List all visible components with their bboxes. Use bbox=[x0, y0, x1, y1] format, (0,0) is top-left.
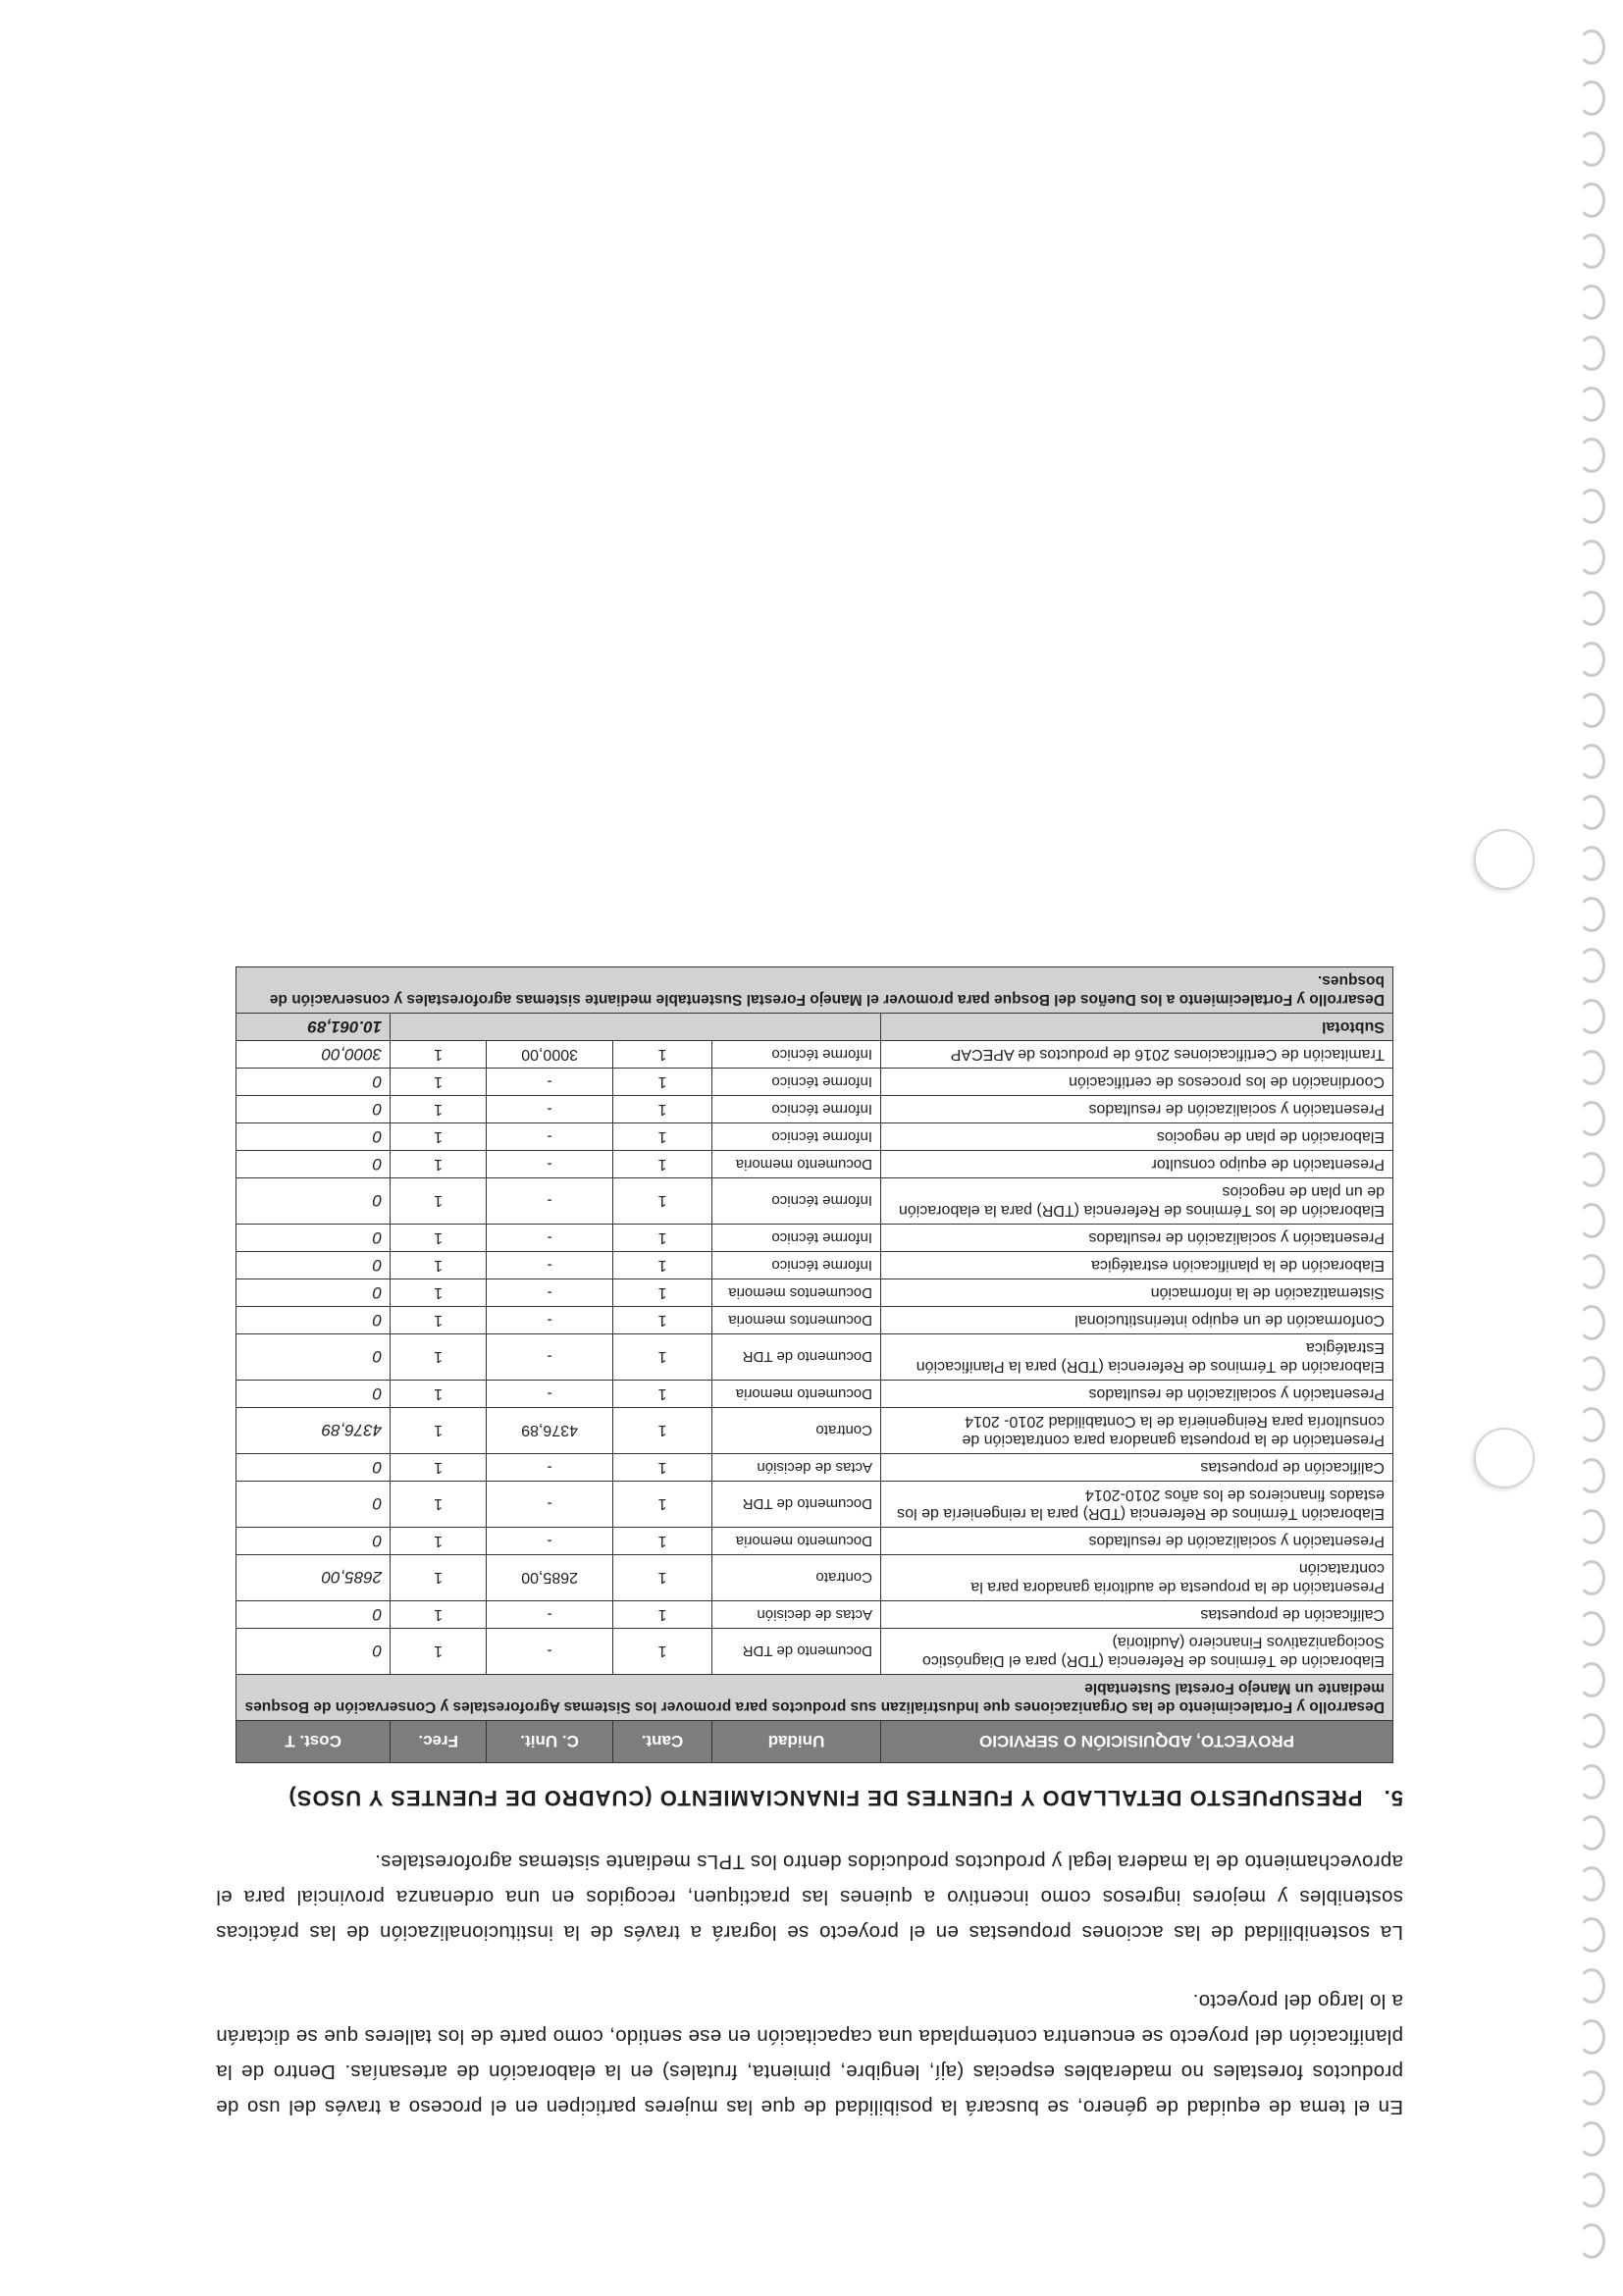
table-row bbox=[236, 1151, 1393, 1178]
binding-hole bbox=[1578, 1968, 1605, 2004]
cell-frequency: 1 bbox=[391, 1629, 487, 1675]
cell-frequency: 1 bbox=[391, 1252, 487, 1279]
cell-unit-cost: 3000,00 bbox=[487, 1041, 613, 1069]
binding-hole bbox=[1578, 489, 1605, 524]
binding-hole bbox=[1578, 1713, 1605, 1748]
table-row bbox=[236, 1454, 1393, 1482]
binding-hole bbox=[1578, 744, 1605, 779]
binding-hole bbox=[1578, 1203, 1605, 1238]
cell-quantity: 1 bbox=[613, 1601, 712, 1629]
cell-total-cost: 0 bbox=[236, 1629, 391, 1675]
header-frequency: Frec. bbox=[391, 1721, 487, 1763]
cell-quantity: 1 bbox=[613, 1555, 712, 1601]
cell-frequency: 1 bbox=[391, 1555, 487, 1601]
punch-hole-top bbox=[1474, 829, 1535, 890]
binding-hole bbox=[1578, 183, 1605, 218]
binding-hole bbox=[1578, 1866, 1605, 1902]
cell-total-cost: 0 bbox=[236, 1482, 391, 1528]
cell-unit-cost: - bbox=[487, 1629, 613, 1675]
binding-hole bbox=[1578, 131, 1605, 167]
cell-quantity: 1 bbox=[613, 1151, 712, 1178]
table-row bbox=[236, 1225, 1393, 1252]
table-row bbox=[236, 1408, 1393, 1454]
binding-hole bbox=[1578, 846, 1605, 881]
section-title: PRESUPUESTO DETALLADO Y FUENTES DE FINANCIAMIENTO (CUADRO DE FUENTES Y USOS) bbox=[288, 1786, 1363, 1810]
cell-quantity: 1 bbox=[613, 1334, 712, 1381]
cell-unit-cost: - bbox=[487, 1482, 613, 1528]
header-unit: Unidad bbox=[712, 1721, 881, 1763]
cell-frequency: 1 bbox=[391, 1307, 487, 1334]
table-row bbox=[236, 1069, 1393, 1096]
cell-description: Presentación y socialización de resultados bbox=[881, 1528, 1393, 1555]
cell-quantity: 1 bbox=[613, 1454, 712, 1482]
table-row bbox=[236, 1178, 1393, 1225]
cell-unit: Informe técnico bbox=[712, 1225, 881, 1252]
cell-frequency: 1 bbox=[391, 1601, 487, 1629]
group-row bbox=[236, 1675, 1393, 1721]
spiral-binding bbox=[1570, 29, 1609, 2286]
cell-description: Presentación de la propuesta de auditoria ganadora para la contratación bbox=[881, 1555, 1393, 1601]
binding-hole bbox=[1578, 1050, 1605, 1085]
cell-unit: Contrato bbox=[712, 1555, 881, 1601]
cell-unit: Documentos memoria bbox=[712, 1279, 881, 1307]
header-total-cost: Cost. T bbox=[236, 1721, 391, 1763]
binding-hole bbox=[1578, 1560, 1605, 1595]
cell-unit: Documento memoria bbox=[712, 1528, 881, 1555]
cell-description: Calificación de propuestas bbox=[881, 1601, 1393, 1629]
header-unit-cost: C. Unit. bbox=[487, 1721, 613, 1763]
cell-frequency: 1 bbox=[391, 1454, 487, 1482]
subtotal-row bbox=[236, 1014, 1393, 1041]
group-title: Desarrollo y Fortalecimiento de las Organizaciones que Industrializan sus productos para promover los Sistemas Agroforestales y Conservación de Bosques mediante un Manejo Forestal Sustentable bbox=[236, 1675, 1393, 1721]
subtotal-value: 10.061,89 bbox=[236, 1014, 391, 1041]
cell-total-cost: 0 bbox=[236, 1381, 391, 1408]
binding-hole bbox=[1578, 336, 1605, 371]
cell-unit: Documento de TDR bbox=[712, 1629, 881, 1675]
binding-hole bbox=[1578, 1254, 1605, 1289]
table-row bbox=[236, 1629, 1393, 1675]
binding-hole bbox=[1578, 234, 1605, 269]
cell-total-cost: 0 bbox=[236, 1307, 391, 1334]
cell-unit: Informe técnico bbox=[712, 1041, 881, 1069]
cell-quantity: 1 bbox=[613, 1482, 712, 1528]
group-title: Desarrollo y Fortalecimiento a los Dueños del Bosque para promover el Manejo Forestal Sustentable mediante sistemas agroforestales y conservación de bosques. bbox=[236, 967, 1393, 1014]
cell-quantity: 1 bbox=[613, 1096, 712, 1123]
binding-hole bbox=[1578, 2172, 1605, 2208]
binding-hole bbox=[1578, 1305, 1605, 1340]
binding-hole bbox=[1578, 642, 1605, 677]
cell-unit-cost: - bbox=[487, 1334, 613, 1381]
table-row bbox=[236, 1381, 1393, 1408]
cell-total-cost: 0 bbox=[236, 1225, 391, 1252]
cell-description: Presentación y socialización de resultados bbox=[881, 1381, 1393, 1408]
cell-frequency: 1 bbox=[391, 1041, 487, 1069]
cell-total-cost: 0 bbox=[236, 1178, 391, 1225]
cell-frequency: 1 bbox=[391, 1381, 487, 1408]
cell-quantity: 1 bbox=[613, 1123, 712, 1151]
binding-hole bbox=[1578, 1509, 1605, 1544]
cell-unit-cost: - bbox=[487, 1151, 613, 1178]
cell-total-cost: 2685,00 bbox=[236, 1555, 391, 1601]
cell-unit: Documento memoria bbox=[712, 1381, 881, 1408]
header-qty: Cant. bbox=[613, 1721, 712, 1763]
binding-hole bbox=[1578, 2121, 1605, 2157]
cell-unit-cost: - bbox=[487, 1225, 613, 1252]
table-header-row bbox=[236, 1721, 1393, 1763]
cell-unit-cost: - bbox=[487, 1123, 613, 1151]
cell-description: Coordinación de los procesos de certificación bbox=[881, 1069, 1393, 1096]
cell-unit: Documento memoria bbox=[712, 1151, 881, 1178]
cell-unit: Informe técnico bbox=[712, 1096, 881, 1123]
cell-quantity: 1 bbox=[613, 1528, 712, 1555]
cell-description: Calificación de propuestas bbox=[881, 1454, 1393, 1482]
binding-hole bbox=[1578, 1407, 1605, 1442]
cell-unit-cost: - bbox=[487, 1178, 613, 1225]
binding-hole bbox=[1578, 1356, 1605, 1391]
cell-total-cost: 0 bbox=[236, 1601, 391, 1629]
binding-hole bbox=[1578, 1917, 1605, 1953]
cell-description: Elaboración de la planificación estratégica bbox=[881, 1252, 1393, 1279]
cell-unit: Documento de TDR bbox=[712, 1482, 881, 1528]
table-row bbox=[236, 1252, 1393, 1279]
cell-total-cost: 0 bbox=[236, 1279, 391, 1307]
cell-frequency: 1 bbox=[391, 1096, 487, 1123]
cell-unit: Informe técnico bbox=[712, 1123, 881, 1151]
document-page bbox=[216, 368, 1403, 2124]
table-row bbox=[236, 1334, 1393, 1381]
cell-total-cost: 0 bbox=[236, 1454, 391, 1482]
cell-quantity: 1 bbox=[613, 1225, 712, 1252]
cell-frequency: 1 bbox=[391, 1334, 487, 1381]
binding-hole bbox=[1578, 795, 1605, 830]
cell-quantity: 1 bbox=[613, 1307, 712, 1334]
cell-frequency: 1 bbox=[391, 1408, 487, 1454]
cell-frequency: 1 bbox=[391, 1482, 487, 1528]
section-heading bbox=[216, 1785, 1403, 1810]
cell-total-cost: 0 bbox=[236, 1069, 391, 1096]
cell-description: Presentación y socialización de resultados bbox=[881, 1225, 1393, 1252]
cell-frequency: 1 bbox=[391, 1151, 487, 1178]
cell-frequency: 1 bbox=[391, 1279, 487, 1307]
table-row bbox=[236, 1307, 1393, 1334]
section-number: 5. bbox=[1383, 1786, 1403, 1810]
binding-hole bbox=[1578, 1101, 1605, 1136]
group-row bbox=[236, 967, 1393, 1014]
cell-total-cost: 0 bbox=[236, 1252, 391, 1279]
cell-unit: Documentos memoria bbox=[712, 1307, 881, 1334]
cell-description: Elaboración de Términos de Referencia (TDR) para la Planificación Estratégica bbox=[881, 1334, 1393, 1381]
cell-quantity: 1 bbox=[613, 1279, 712, 1307]
cell-frequency: 1 bbox=[391, 1123, 487, 1151]
cell-unit: Informe técnico bbox=[712, 1069, 881, 1096]
cell-description: Presentación y socialización de resultados bbox=[881, 1096, 1393, 1123]
binding-hole bbox=[1578, 2019, 1605, 2055]
cell-unit: Documento de TDR bbox=[712, 1334, 881, 1381]
paragraph-gender-equity: En el tema de equidad de género, se buscará la posibilidad de que las mujeres participen en el proceso a través del uso de productos forestales no maderables especias (ají, lengibre, pimienta, frutales) en la elaboración de artesanías. Dentro de la planificación del proyecto se encuentra contemplada una capacitación en ese sentido, como parte de los talleres que se dictarán a lo largo del proyecto. bbox=[216, 1990, 1403, 2118]
cell-frequency: 1 bbox=[391, 1225, 487, 1252]
binding-hole bbox=[1578, 1611, 1605, 1646]
cell-unit-cost: 2685,00 bbox=[487, 1555, 613, 1601]
cell-unit-cost: - bbox=[487, 1601, 613, 1629]
binding-hole bbox=[1578, 693, 1605, 728]
table-row bbox=[236, 1555, 1393, 1601]
binding-hole bbox=[1578, 999, 1605, 1034]
binding-hole bbox=[1578, 948, 1605, 983]
subtotal-label: Subtotal bbox=[881, 1014, 1393, 1041]
cell-quantity: 1 bbox=[613, 1069, 712, 1096]
binding-hole bbox=[1578, 591, 1605, 626]
cell-unit: Actas de decisión bbox=[712, 1601, 881, 1629]
binding-hole bbox=[1578, 1764, 1605, 1800]
cell-unit-cost: - bbox=[487, 1279, 613, 1307]
cell-quantity: 1 bbox=[613, 1252, 712, 1279]
header-project: PROYECTO, ADQUISICIÓN O SERVICIO bbox=[881, 1721, 1393, 1763]
cell-unit-cost: - bbox=[487, 1252, 613, 1279]
binding-hole bbox=[1578, 387, 1605, 422]
cell-total-cost: 4376,89 bbox=[236, 1408, 391, 1454]
cell-unit-cost: - bbox=[487, 1307, 613, 1334]
binding-hole bbox=[1578, 1815, 1605, 1851]
binding-hole bbox=[1578, 2070, 1605, 2106]
cell-quantity: 1 bbox=[613, 1629, 712, 1675]
cell-total-cost: 0 bbox=[236, 1334, 391, 1381]
table-row bbox=[236, 1601, 1393, 1629]
budget-table bbox=[236, 966, 1393, 1763]
cell-unit: Informe técnico bbox=[712, 1178, 881, 1225]
table-row bbox=[236, 1482, 1393, 1528]
subtotal-spacer bbox=[391, 1014, 881, 1041]
table-row bbox=[236, 1041, 1393, 1069]
cell-unit-cost: - bbox=[487, 1528, 613, 1555]
binding-hole bbox=[1578, 438, 1605, 473]
cell-description: Elaboración Términos de Referencia (TDR) para la reingeniería de los estados financieros de los años 2010-2014 bbox=[881, 1482, 1393, 1528]
binding-hole bbox=[1578, 540, 1605, 575]
punch-hole-bottom bbox=[1474, 1428, 1535, 1488]
cell-description: Presentación de equipo consultor bbox=[881, 1151, 1393, 1178]
table-row bbox=[236, 1096, 1393, 1123]
cell-quantity: 1 bbox=[613, 1041, 712, 1069]
cell-unit-cost: - bbox=[487, 1096, 613, 1123]
cell-frequency: 1 bbox=[391, 1069, 487, 1096]
binding-hole bbox=[1578, 80, 1605, 116]
cell-description: Conformación de un equipo interinstitucional bbox=[881, 1307, 1393, 1334]
table-row bbox=[236, 1123, 1393, 1151]
cell-unit: Contrato bbox=[712, 1408, 881, 1454]
cell-description: Elaboración de plan de negocios bbox=[881, 1123, 1393, 1151]
paragraph-sustainability: La sostenibilidad de las acciones propuestas en el proyecto se logrará a través de la institucionalización de las prácticas sostenibles y mejores ingresos como incentivo a quienes las practiquen, recogidos en una ordenanza provincial para el aprovechamiento de la madera legal y productos producidos dentro los TPLs mediante sistemas agroforestales. bbox=[216, 1851, 1403, 1944]
table-row bbox=[236, 1528, 1393, 1555]
cell-unit-cost: - bbox=[487, 1069, 613, 1096]
binding-hole bbox=[1578, 1152, 1605, 1187]
binding-hole bbox=[1578, 285, 1605, 320]
cell-unit: Actas de decisión bbox=[712, 1454, 881, 1482]
cell-unit-cost: - bbox=[487, 1381, 613, 1408]
cell-quantity: 1 bbox=[613, 1178, 712, 1225]
binding-hole bbox=[1578, 29, 1605, 65]
cell-description: Elaboración de los Términos de Referencia (TDR) para la elaboración de un plan de negocios bbox=[881, 1178, 1393, 1225]
cell-total-cost: 3000,00 bbox=[236, 1041, 391, 1069]
cell-description: Elaboración de Términos de Referencia (TDR) para el Diagnóstico Socioganizativos Financiero (Auditoria) bbox=[881, 1629, 1393, 1675]
cell-unit: Informe técnico bbox=[712, 1252, 881, 1279]
cell-unit-cost: 4376,89 bbox=[487, 1408, 613, 1454]
binding-hole bbox=[1578, 897, 1605, 932]
cell-quantity: 1 bbox=[613, 1381, 712, 1408]
cell-description: Sistematización de la información bbox=[881, 1279, 1393, 1307]
cell-total-cost: 0 bbox=[236, 1123, 391, 1151]
binding-hole bbox=[1578, 1662, 1605, 1697]
cell-total-cost: 0 bbox=[236, 1151, 391, 1178]
cell-frequency: 1 bbox=[391, 1528, 487, 1555]
cell-quantity: 1 bbox=[613, 1408, 712, 1454]
table-row bbox=[236, 1279, 1393, 1307]
cell-total-cost: 0 bbox=[236, 1096, 391, 1123]
cell-total-cost: 0 bbox=[236, 1528, 391, 1555]
binding-hole bbox=[1578, 1458, 1605, 1493]
cell-frequency: 1 bbox=[391, 1178, 487, 1225]
binding-hole bbox=[1578, 2223, 1605, 2259]
cell-description: Tramitación de Certificaciones 2016 de productos de APECAP bbox=[881, 1041, 1393, 1069]
cell-description: Presentación de la propuesta ganadora para contratación de consultoría para Reingeniería de la Contabilidad 2010- 2014 bbox=[881, 1408, 1393, 1454]
cell-unit-cost: - bbox=[487, 1454, 613, 1482]
